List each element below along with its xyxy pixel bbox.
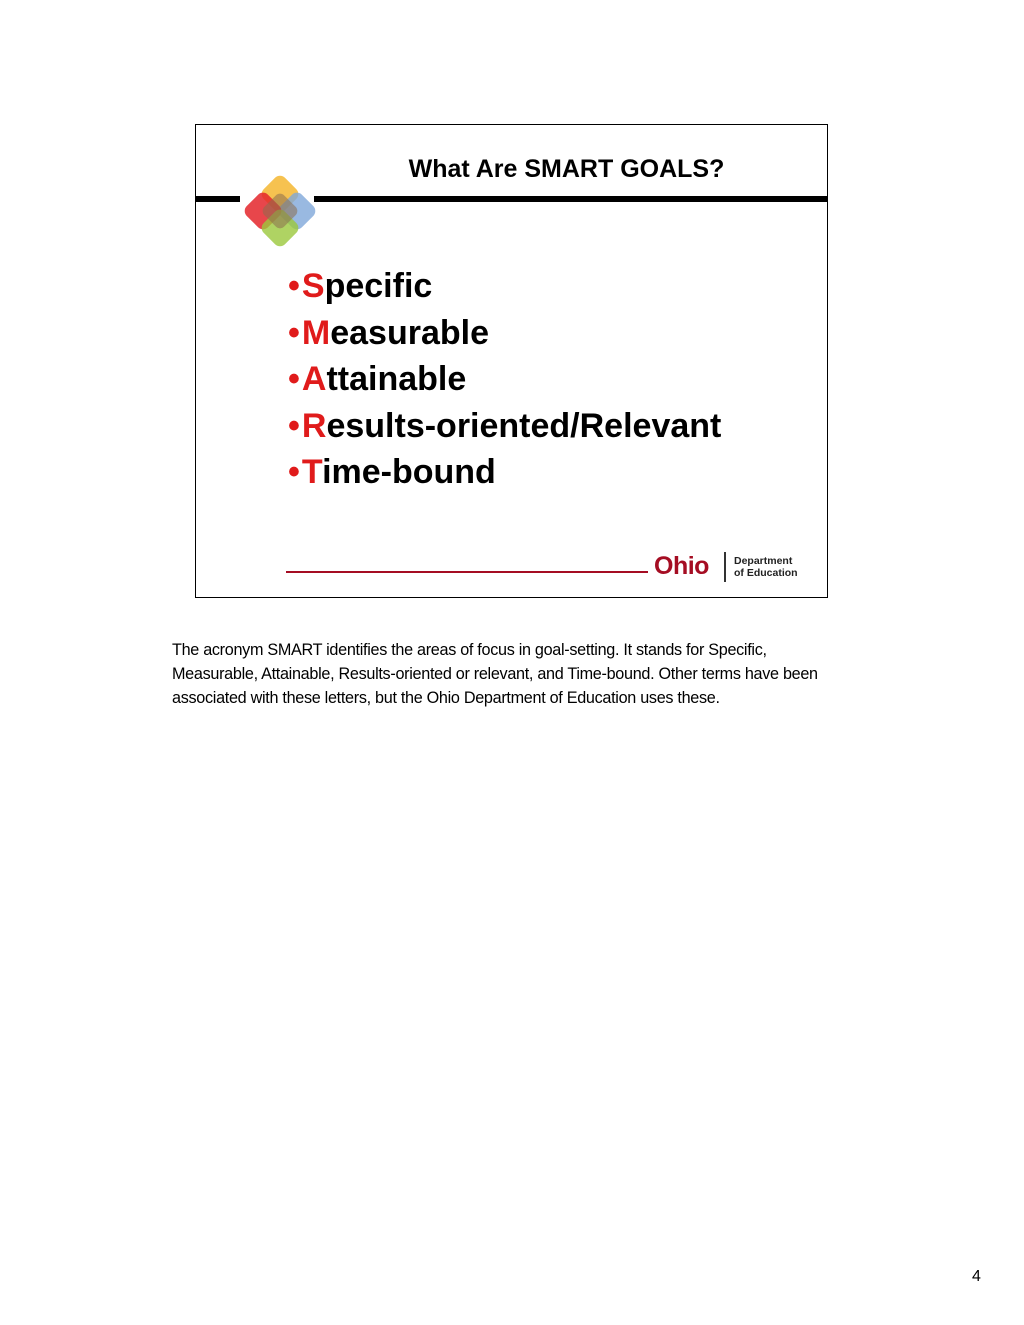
- bullet-dot: •: [288, 313, 300, 352]
- slide-title: What Are SMART GOALS?: [408, 155, 725, 183]
- bullet-specific: [288, 263, 721, 310]
- bullet-text: ime-bound: [322, 453, 496, 491]
- page-number: 4: [972, 1268, 981, 1285]
- bullet-dot: •: [288, 360, 300, 398]
- title-rule-right: [314, 196, 827, 202]
- smart-bullet-list: [288, 263, 721, 496]
- bullet-time-bound: [288, 449, 721, 496]
- bullet-dot: •: [288, 406, 300, 445]
- title-rule-left: [196, 196, 240, 202]
- bullet-text: easurable: [330, 313, 489, 352]
- slide: [195, 124, 828, 598]
- logo-divider: [724, 552, 726, 582]
- bullet-letter: R: [301, 406, 327, 445]
- bullet-measurable: [288, 310, 721, 357]
- department-name: [734, 555, 798, 579]
- bullet-letter: T: [301, 453, 323, 491]
- bullet-text: ttainable: [326, 360, 467, 398]
- footer-rule: [286, 571, 648, 573]
- bullet-letter: S: [301, 267, 325, 305]
- bullet-text: esults-oriented/Relevant: [326, 406, 722, 445]
- bullet-dot: •: [288, 453, 300, 491]
- overlapping-squares-logo-icon: [240, 171, 320, 251]
- bullet-text: pecific: [324, 267, 433, 305]
- bullet-letter: A: [301, 360, 327, 398]
- bullet-letter: M: [301, 313, 331, 352]
- bullet-results-oriented: [288, 403, 721, 450]
- department-line-2: of Education: [734, 567, 798, 579]
- bullet-dot: •: [288, 267, 300, 305]
- department-line-1: Department: [734, 555, 793, 567]
- bullet-attainable: [288, 356, 721, 403]
- ohio-logo-text: Ohio: [654, 552, 709, 580]
- speaker-notes: The acronym SMART identifies the areas of focus in goal-setting. It stands for Specific, Measurable, Attainable, Results-oriented or relevant, and Time-bound. Other terms have been associated with these letters, but the Ohio Department of Education uses these.: [172, 641, 818, 707]
